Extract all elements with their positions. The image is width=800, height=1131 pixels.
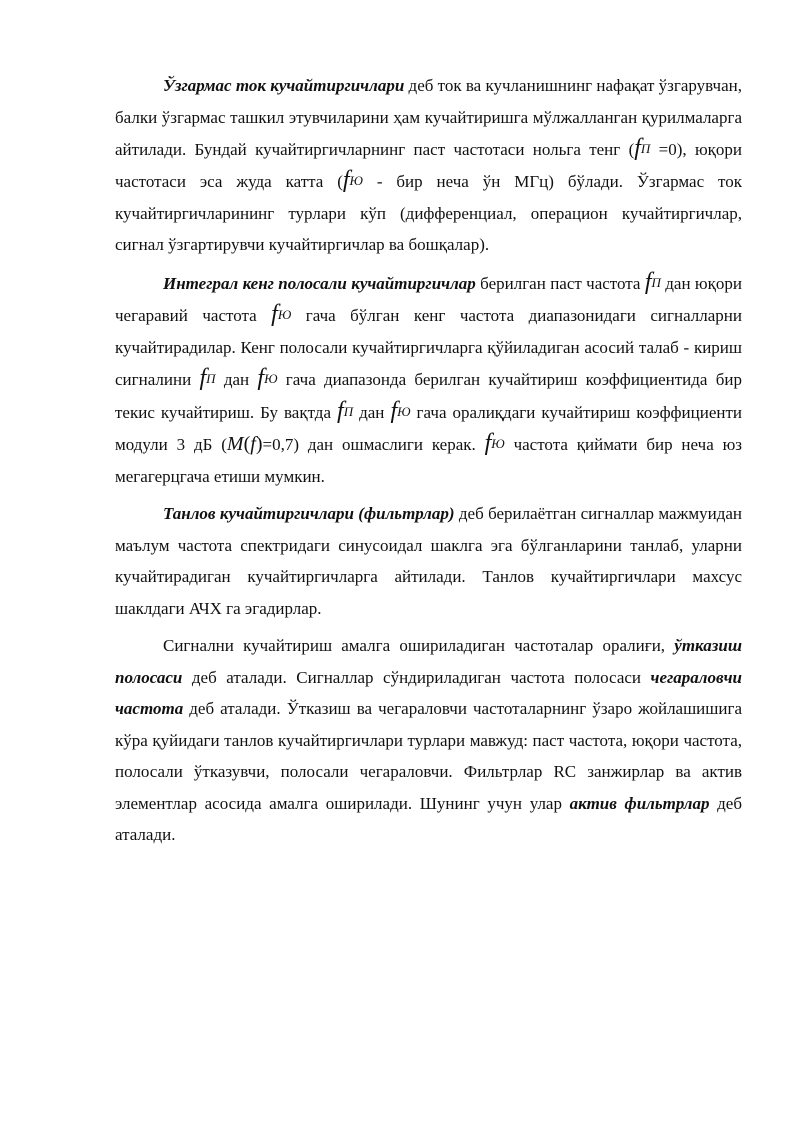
text-run: гача оралиқдаги кучайтириш коэффициенти модули 3 дБ ( [115,402,742,455]
formula-subscript: Ю [277,307,292,323]
formula-subscript: Ю [264,371,278,387]
formula-subscript: П [651,274,661,290]
formula-symbol: f [337,397,344,424]
formula-paren: ) [255,433,263,456]
formula-subscript: Ю [491,436,505,452]
formula-m-of-f [227,435,263,454]
formula-f-high [257,365,278,392]
formula-f-low [337,397,354,424]
formula-subscript: Ю [397,403,411,419]
formula-symbol: M [226,433,244,456]
formula-f-high [342,167,363,194]
text-run: - бир неча ўн МГц) бўлади. Ўзгармас ток кучайтиргичларининг турлари кўп (дифференциал, операцион кучайтиргичлар, сигнал ўзгартирувчи кучайтиргичлар ва бошқалар). [115,172,742,255]
formula-symbol: f [644,268,652,295]
formula-subscript: П [640,141,651,156]
formula-f-low [634,134,651,161]
text-run: гача бўлган кенг частота диапазонидаги сигналларни кучайтирадилар. Кенг полосали кучайтиргичларга қўйиладиган асосий талаб - кириш сигналини [115,306,742,390]
document-body [115,70,742,851]
term-passband: ўтказиш полосаси [115,636,742,687]
formula-symbol: f [342,167,350,194]
text-run: гача диапазонда берилган кучайтириш коэффициентида бир текис кучайтириш. Бу вақтда [115,370,743,422]
paragraph-dc-amplifiers [115,70,742,261]
text-run: дан [353,402,391,422]
formula-f-high [390,397,411,424]
text-run: берилган паст частота [475,273,645,293]
formula-f-low [199,365,216,392]
formula-subscript: П [206,371,216,387]
text-run: деб ток ва кучланишнинг нафақат ўзгарувчан, балки ўзгармас ташкил этувчиларини ҳам кучайтиришга мўлжалланган қурилмаларга айтилади. Бундай кучайтиргичларнинг паст частотаси нольга тенг ( [115,76,742,159]
formula-symbol: f [484,430,492,457]
text-run: деб аталади. [115,793,742,845]
text-run: дан [215,370,258,390]
text-run: деб аталади. Ўтказиш ва чегараловчи частоталарнинг ўзаро жойлашишига кўра қуйидаги танлов кучайтиргичлари турлари мавжуд: паст частота, юқори частота, полосали ўтказувчи, полосали чегараловчи. Фильтрлар RC занжирлар ва актив элементлар асосида амалга оширилади. Шунинг учун улар [115,699,742,813]
term-active-filters: актив фильтрлар [569,793,710,813]
text-run: =0,7) дан ошмаслиги керак. [262,435,485,455]
formula-paren: ( [243,433,251,456]
formula-symbol: f [271,301,278,328]
text-run: деб берилаётган сигналлар мажмуидан маълум частота спектридаги синусоидал шаклга эга бўлганларини танлаб, уларни кучайтирадиган кучайтиргичларга айтилади. Танлов кучайтиргичлари махсус шаклдаги АЧХ га эгадирлар. [115,504,742,618]
formula-subscript: П [343,403,354,419]
formula-f-low [644,268,661,295]
formula-symbol: f [390,397,398,424]
formula-symbol: f [634,134,641,161]
formula-f-high [484,430,505,457]
term-dc-amplifiers: Ўзгармас ток кучайтиргичлари [163,76,405,95]
term-stopband: чегараловчи частота [115,667,742,719]
term-wideband-amplifiers: Интеграл кенг полосали кучайтиргичлар [163,273,476,293]
paragraph-passband [115,630,742,851]
text-run: дан юқори чегаравий частота [115,273,742,326]
paragraph-wideband-amplifiers [115,267,742,492]
paragraph-selective-amplifiers [115,498,742,624]
text-run: Сигнални кучайтириш амалга ошириладиган частоталар оралиғи, [163,636,675,656]
formula-f-high [271,301,292,328]
formula-symbol: f [250,433,256,456]
term-selective-amplifiers: Танлов кучайтиргичлари (фильтрлар) [163,504,455,524]
text-run: частота қиймати бир неча юз мегагерцгача етиши мумкин. [115,435,743,486]
text-run: деб аталади. Сигналлар сўндириладиган частота полосаси [182,667,651,687]
formula-subscript: Ю [349,173,363,189]
formula-symbol: f [257,365,265,392]
text-run: =0), юқори частотаси эса жуда катта ( [115,139,742,192]
formula-symbol: f [199,365,207,392]
